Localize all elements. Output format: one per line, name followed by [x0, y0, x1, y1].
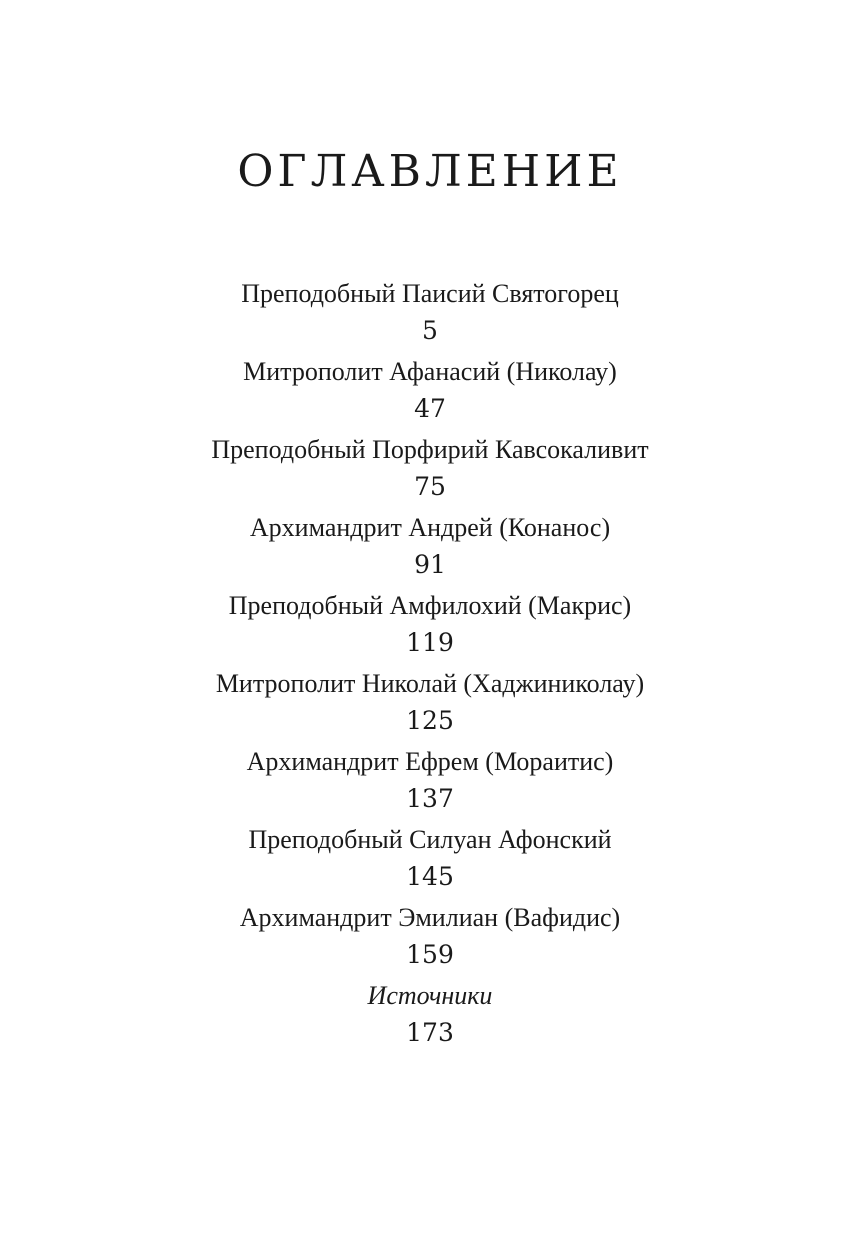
entry-title: Митрополит Николай (Хаджиниколау)	[215, 669, 645, 698]
entry-page-number: 145	[406, 862, 454, 891]
toc-entry	[0, 354, 860, 432]
entry-title: Архимандрит Эмилиан (Вафидис)	[239, 903, 621, 932]
toc-entry	[0, 432, 860, 510]
entry-title: Преподобный Паисий Святогорец	[241, 279, 619, 308]
entry-page-number: 75	[414, 472, 446, 501]
toc-entry	[0, 510, 860, 588]
entry-page-number: 5	[422, 316, 438, 345]
toc-entry	[0, 744, 860, 822]
table-of-contents	[0, 276, 860, 1056]
entry-title: Преподобный Силуан Афонский	[248, 825, 612, 854]
entry-title: Митрополит Афанасий (Николау)	[243, 357, 617, 386]
entry-page-number: 125	[406, 706, 454, 735]
entry-page-number: 91	[414, 550, 446, 579]
page-title: ОГЛАВЛЕНИЕ	[237, 146, 623, 197]
entry-title: Архимандрит Ефрем (Мораитис)	[246, 747, 614, 776]
toc-entry	[0, 276, 860, 354]
entry-page-number: 47	[414, 394, 446, 423]
toc-entry	[0, 588, 860, 666]
entry-page-number: 173	[406, 1018, 454, 1047]
entry-page-number: 119	[406, 628, 454, 657]
toc-entry	[0, 978, 860, 1056]
toc-entry	[0, 822, 860, 900]
toc-entry	[0, 666, 860, 744]
entry-title: Источники	[367, 981, 493, 1010]
toc-entry	[0, 900, 860, 978]
entry-page-number: 159	[406, 940, 454, 969]
entry-title: Преподобный Амфилохий (Макрис)	[228, 591, 632, 620]
entry-title: Архимандрит Андрей (Конанос)	[249, 513, 611, 542]
entry-title: Преподобный Порфирий Кавсокаливит	[211, 435, 649, 464]
entry-page-number: 137	[406, 784, 454, 813]
